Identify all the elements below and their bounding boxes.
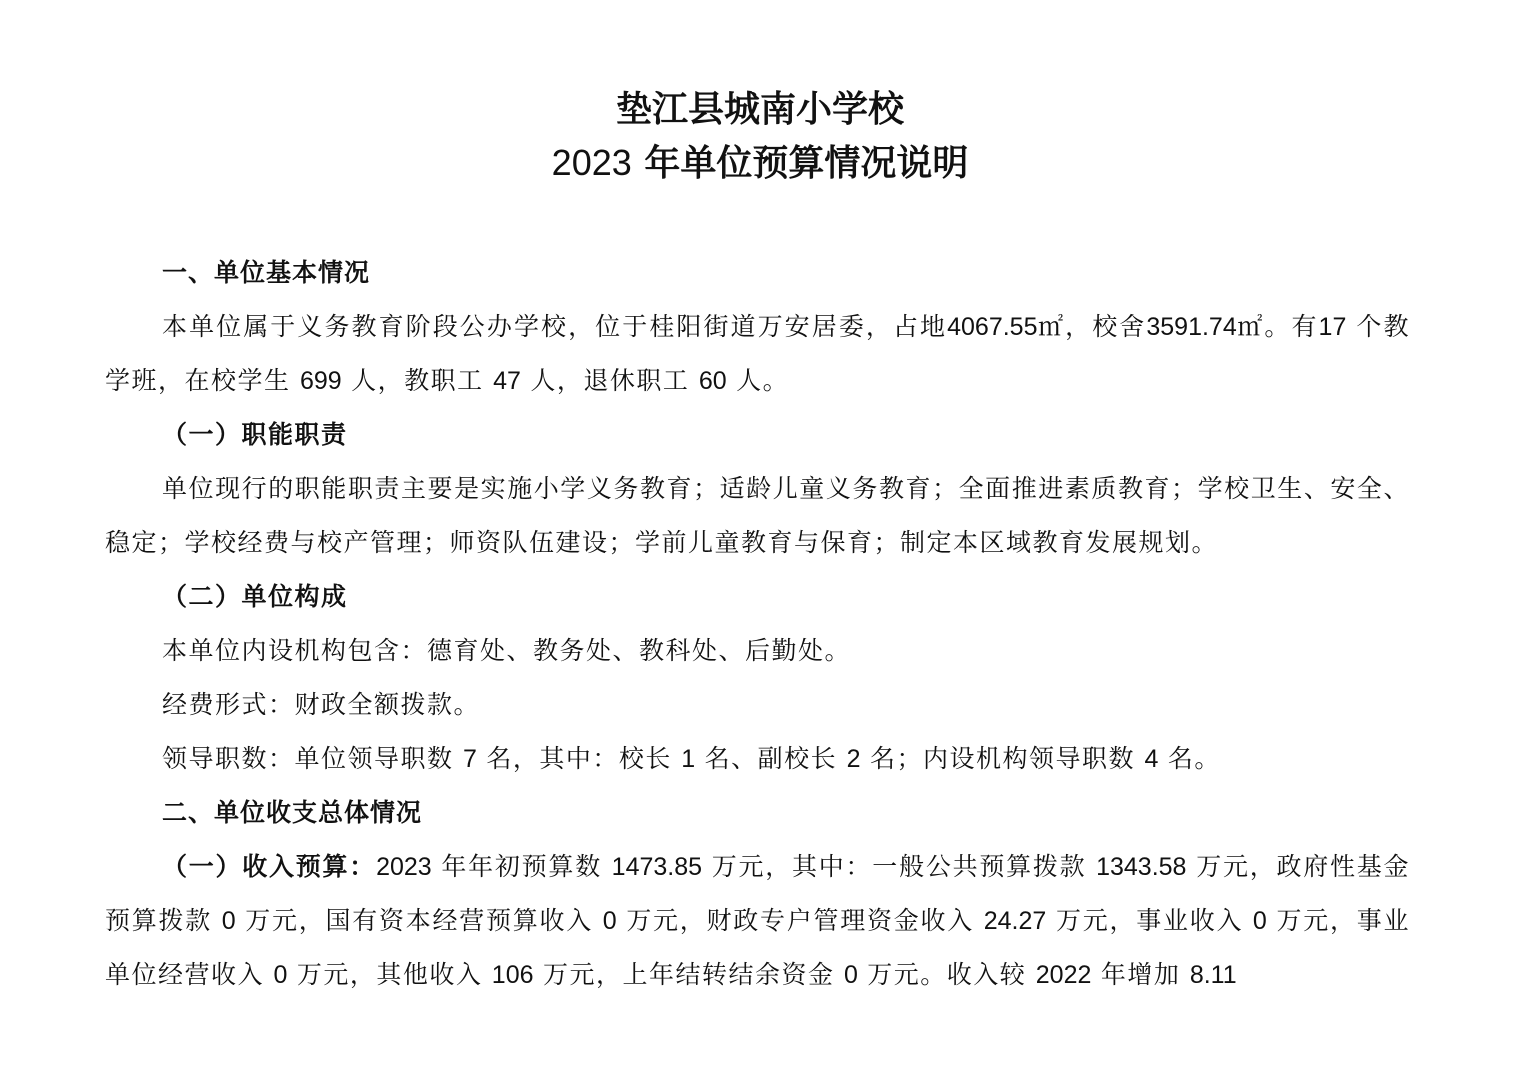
number-state-capital-income: 0 [602, 907, 617, 935]
section-heading-budget-overview: 二、单位收支总体情况 [162, 798, 423, 827]
number-carryover: 0 [843, 961, 858, 989]
title-year: 2023 [551, 142, 632, 183]
paragraph-departments: 本单位内设机构包含：德育处、教务处、教科处、后勤处。 [162, 636, 852, 665]
text-run: 万元，上年结转结余资金 [542, 960, 835, 989]
number-vice-principal: 2 [846, 745, 861, 773]
number-staff: 47 [493, 367, 521, 395]
text-run: 万元，国有资本经营预算收入 [245, 906, 593, 935]
document-body [105, 246, 1410, 1002]
text-run: 年增加 [1100, 960, 1181, 989]
title-report-name [0, 136, 1520, 190]
text-run: 万元，事业收入 [1055, 906, 1244, 935]
number-leaders: 7 [462, 745, 477, 773]
number-total-budget: 1473.85 [611, 853, 703, 881]
text-run: 万元，政府性基金预算拨款 [105, 852, 1410, 935]
number-budget-year: 2023 [376, 853, 432, 881]
document-title [0, 82, 1520, 190]
subheading-functions: （一）职能职责 [162, 420, 348, 449]
title-report-text: 年单位预算情况说明 [644, 142, 969, 184]
number-land-area: 4067.55 [947, 313, 1038, 341]
text-run: 人。 [736, 366, 790, 395]
paragraph-income-budget [105, 840, 1410, 1002]
text-run: 万元，其中：一般公共预算拨款 [711, 852, 1087, 881]
text-run: 万元，其他收入 [296, 960, 483, 989]
number-general-public-budget: 1343.58 [1096, 853, 1187, 881]
paragraph-leadership [105, 732, 1410, 786]
number-business-income: 0 [1252, 907, 1267, 935]
text-run: 人，教职工 [351, 366, 484, 395]
number-classes: 17 [1318, 313, 1347, 341]
text-run: ㎡。有 [1236, 312, 1319, 341]
text-run: 本单位属于义务教育阶段公办学校，位于桂阳街道万安居委，占地 [162, 312, 948, 341]
text-run: 名；内设机构领导职数 [869, 744, 1135, 773]
number-gov-fund-budget: 0 [221, 907, 236, 935]
section-heading-basic-info: 一、单位基本情况 [162, 258, 371, 287]
text-run: 名，其中：校长 [486, 744, 672, 773]
text-run: 领导职数：单位领导职数 [162, 744, 454, 773]
text-run: 名、副校长 [704, 744, 838, 773]
number-students: 699 [299, 367, 342, 395]
text-run: 个教学班，在校学生 [105, 312, 1410, 395]
paragraph-functions: 单位现行的职能职责主要是实施小学义务教育；适龄儿童义务教育；全面推进素质教育；学校卫生、安全、稳定；学校经费与校产管理；师资队伍建设；学前儿童教育与保育；制定本区域教育发展规划。 [105, 474, 1410, 557]
paragraph-funding-form: 经费形式：财政全额拨款。 [162, 690, 481, 719]
text-run: 万元，事业单位经营收入 [105, 906, 1410, 989]
number-special-account-income: 24.27 [983, 907, 1047, 935]
text-run: 万元，财政专户管理资金收入 [626, 906, 975, 935]
number-compare-year: 2022 [1035, 961, 1092, 989]
number-dept-leaders: 4 [1144, 745, 1159, 773]
title-school-name: 垫江县城南小学校 [615, 88, 904, 130]
text-run: 名。 [1167, 744, 1221, 773]
text-run: 年年初预算数 [441, 852, 602, 881]
number-increase: 8.11 [1189, 961, 1237, 989]
text-run: ㎡，校舍 [1037, 312, 1147, 341]
number-operating-income: 0 [273, 961, 288, 989]
text-run: 万元。收入较 [867, 960, 1027, 989]
number-building-area: 3591.74 [1146, 313, 1237, 341]
number-retired: 60 [698, 367, 727, 395]
income-budget-lead: （一）收入预算： [162, 852, 377, 881]
text-run: 人，退休职工 [530, 366, 690, 395]
number-other-income: 106 [491, 961, 534, 989]
subheading-composition: （二）单位构成 [162, 582, 348, 611]
paragraph-basic-info [105, 300, 1410, 408]
number-principal: 1 [681, 745, 696, 773]
